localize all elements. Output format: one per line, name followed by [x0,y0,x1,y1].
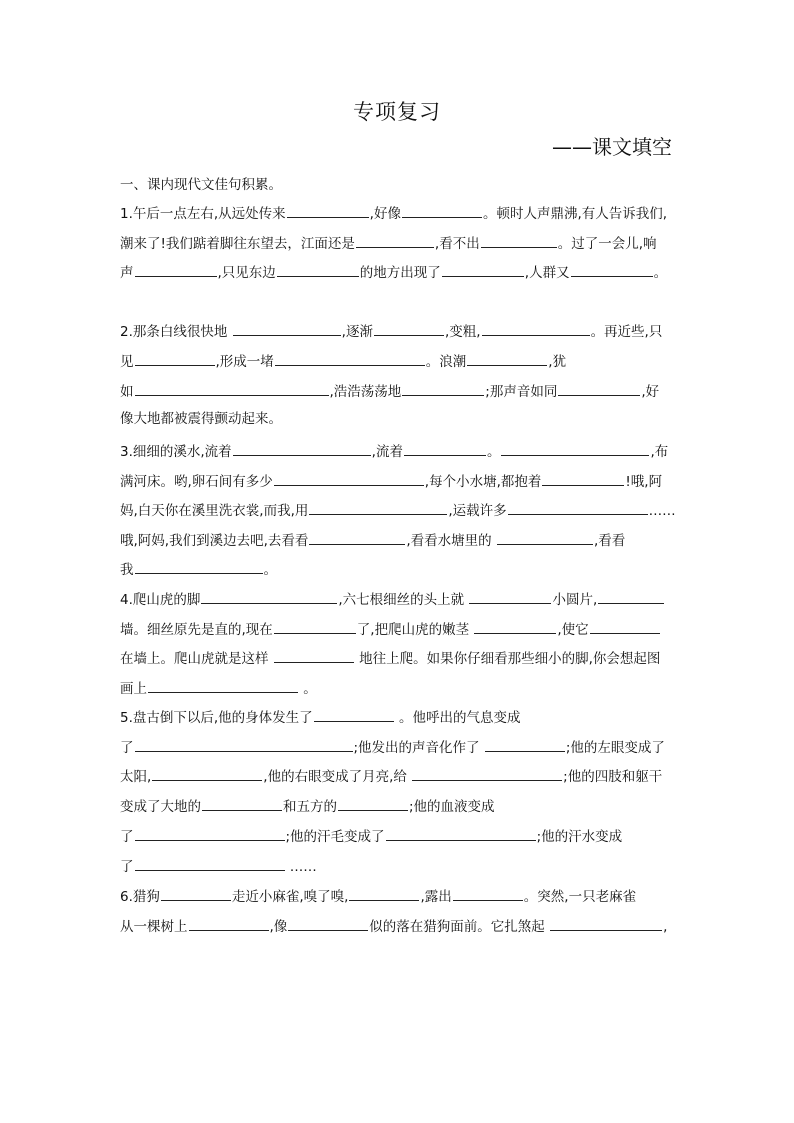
line-text: ,逐渐 [341,324,373,340]
fill-blank[interactable] [404,441,486,456]
exercise-line-17 [120,707,520,727]
line-text: ,流着 [371,444,403,460]
line-text: ,浩浩荡荡地 [329,384,402,400]
line-text: 画上 [120,681,147,697]
line-text: ;他发出的声音化作了 [353,740,484,756]
line-text: 哦,阿妈,我们到溪边去吧,去看看 [120,533,309,549]
exercise-line-3 [120,262,667,282]
line-text: 。 [299,681,317,697]
exercise-line-18 [120,737,665,757]
line-text: …… [648,503,676,519]
fill-blank[interactable] [590,619,660,634]
fill-blank[interactable] [233,441,371,456]
line-text: ,好 [641,384,660,400]
fill-blank[interactable] [135,351,215,366]
line-text: 。 [486,444,501,460]
exercise-line-24 [120,916,667,936]
line-text: 。 [653,265,668,281]
fill-blank[interactable] [277,262,359,277]
line-text: 4.爬山虎的脚 [120,592,201,608]
line-text: 2.那条白线很快地 [120,324,232,340]
line-text: 声 [120,265,134,281]
exercise-line-15 [120,648,660,668]
line-text: 从一棵树上 [120,919,188,935]
fill-blank[interactable] [135,381,329,396]
fill-blank[interactable] [309,530,405,545]
line-text: 了 [120,859,134,875]
line-text: 潮来了!我们踮着脚往东望去，江面还是 [120,236,355,252]
fill-blank[interactable] [453,886,523,901]
fill-blank[interactable] [469,589,551,604]
line-text: !哦,阿 [625,474,663,490]
line-text: 了 [120,740,134,756]
fill-blank[interactable] [497,530,593,545]
exercise-line-22 [120,856,317,876]
line-text: 如 [120,384,134,400]
fill-blank[interactable] [402,381,484,396]
fill-blank[interactable] [474,619,556,634]
fill-blank[interactable] [558,381,640,396]
line-text: ,看不出 [434,236,480,252]
line-text: 太阳, [120,769,152,785]
fill-blank[interactable] [482,321,590,336]
page-subtitle [552,131,672,160]
line-text: ,好像 [369,206,401,222]
exercise-line-16 [120,678,317,698]
fill-blank[interactable] [135,856,285,871]
line-text: 了 [120,829,134,845]
line-text: ;他的血液变成 [409,799,495,815]
line-text: ,变粗, [444,324,481,340]
line-text: ;他的汗毛变成了 [285,829,385,845]
section-heading: 一、课内现代文佳句积累。 [120,177,282,193]
exercise-line-6 [120,381,659,401]
line-text: 变成了大地的 [120,799,201,815]
line-text: ,六七根细丝的头上就 [338,592,469,608]
line-text: 走近小麻雀,嗅了嗅, [231,889,349,905]
fill-blank[interactable] [338,796,408,811]
fill-blank[interactable] [135,262,217,277]
fill-blank[interactable] [233,321,341,336]
exercise-line-13 [120,589,665,609]
line-text: ;他的四肢和躯干 [563,769,663,785]
line-text: ,他的右眼变成了月亮,给 [263,769,412,785]
line-text: ,使它 [557,622,589,638]
fill-blank[interactable] [161,886,231,901]
line-text: 3.细细的溪水,流着 [120,444,232,460]
fill-blank[interactable] [135,826,285,841]
fill-blank[interactable] [412,766,562,781]
fill-blank[interactable] [135,737,353,752]
fill-blank[interactable] [287,203,369,218]
line-text: 5.盘古倒下以后,他的身体发生了 [120,710,313,726]
fill-blank[interactable] [467,351,547,366]
line-text: ,人群又 [524,265,570,281]
line-text: ,布 [650,444,669,460]
fill-blank[interactable] [314,707,394,722]
line-text: 地往上爬。如果你仔细看那些细小的脚,你会想起图 [354,651,661,667]
fill-blank[interactable] [274,619,356,634]
exercise-line-14 [120,619,661,639]
fill-blank[interactable] [485,737,565,752]
line-text: 似的落在猎狗面前。它扎煞起 [369,919,550,935]
line-text: ,只见东边 [217,265,276,281]
line-text: ,看看水塘里的 [406,533,496,549]
fill-blank[interactable] [356,233,434,248]
line-text: 满河床。哟,卵石间有多少 [120,474,273,490]
line-text: 了,把爬山虎的嫩茎 [356,622,474,638]
line-text: , [663,919,668,935]
fill-blank[interactable] [202,796,282,811]
fill-blank[interactable] [508,500,648,515]
fill-blank[interactable] [481,233,557,248]
page-title: 专项复习 [353,100,441,124]
line-text: ,看看 [593,533,626,549]
fill-blank[interactable] [274,471,424,486]
exercise-line-5 [120,351,566,371]
exercise-line-20 [120,796,495,816]
line-text: ;他的汗水变成 [536,829,623,845]
line-text: 。 [263,562,277,578]
subtitle-text: ——课文填空 [552,135,672,159]
line-text: ,形成一堵 [215,354,274,370]
fill-blank[interactable] [501,441,649,456]
line-text: ;那声音如同 [485,384,558,400]
fill-blank[interactable] [374,321,444,336]
line-text: 1.午后一点左右,从远处传来 [120,206,286,222]
line-text: 墙。细丝原先是直的,现在 [120,622,273,638]
fill-blank[interactable] [349,886,419,901]
fill-blank[interactable] [135,559,263,574]
fill-blank[interactable] [201,589,337,604]
line-text: 。再近些,只 [590,324,663,340]
line-text: 。浪潮 [425,354,467,370]
exercise-line-19 [120,766,662,786]
fill-blank[interactable] [152,766,262,781]
exercise-line-21 [120,826,622,846]
fill-blank[interactable] [402,203,482,218]
line-text: 。过了一会儿,响 [557,236,657,252]
line-text: 。顿时人声鼎沸,有人告诉我们, [482,206,668,222]
line-text: 见 [120,354,134,370]
exercise-line-10 [120,500,676,520]
fill-blank[interactable] [598,589,664,604]
fill-blank[interactable] [275,351,425,366]
line-text: 我 [120,562,134,578]
line-text: ,露出 [420,889,452,905]
line-text: 6.猎狗 [120,889,160,905]
line-text: 和五方的 [283,799,337,815]
fill-blank[interactable] [148,678,298,693]
fill-blank[interactable] [274,648,354,663]
line-text: 妈,白天你在溪里洗衣裳,而我,用 [120,503,309,519]
exercise-line-9 [120,471,662,491]
fill-blank[interactable] [386,826,536,841]
fill-blank[interactable] [189,916,269,931]
exercise-line-8 [120,441,668,461]
exercise-line-2 [120,233,657,253]
line-text: 像大地都被震得颤动起来。 [120,411,282,427]
line-text: ,运载许多 [448,503,507,519]
exercise-line-4 [120,321,662,341]
line-text: 小圆片, [552,592,598,608]
fill-blank[interactable] [288,916,368,931]
exercise-line-1 [120,203,667,223]
line-text: ;他的左眼变成了 [565,740,665,756]
exercise-line-11 [120,530,625,550]
fill-blank[interactable] [542,471,624,486]
line-text: 。突然,一只老麻雀 [523,889,637,905]
line-text: 。他呼出的气息变成 [394,710,521,726]
fill-blank[interactable] [442,262,524,277]
fill-blank[interactable] [550,916,662,931]
exercise-line-7 [120,410,282,428]
fill-blank[interactable] [309,500,447,515]
line-text: ,每个小水塘,都抱着 [424,474,542,490]
line-text: ,像 [269,919,288,935]
exercise-line-12 [120,559,277,579]
line-text: …… [285,859,317,875]
exercise-line-23 [120,886,636,906]
line-text: 的地方出现了 [359,265,441,281]
line-text: ,犹 [548,354,567,370]
fill-blank[interactable] [571,262,653,277]
line-text: 在墙上。爬山虎就是这样 [120,651,273,667]
